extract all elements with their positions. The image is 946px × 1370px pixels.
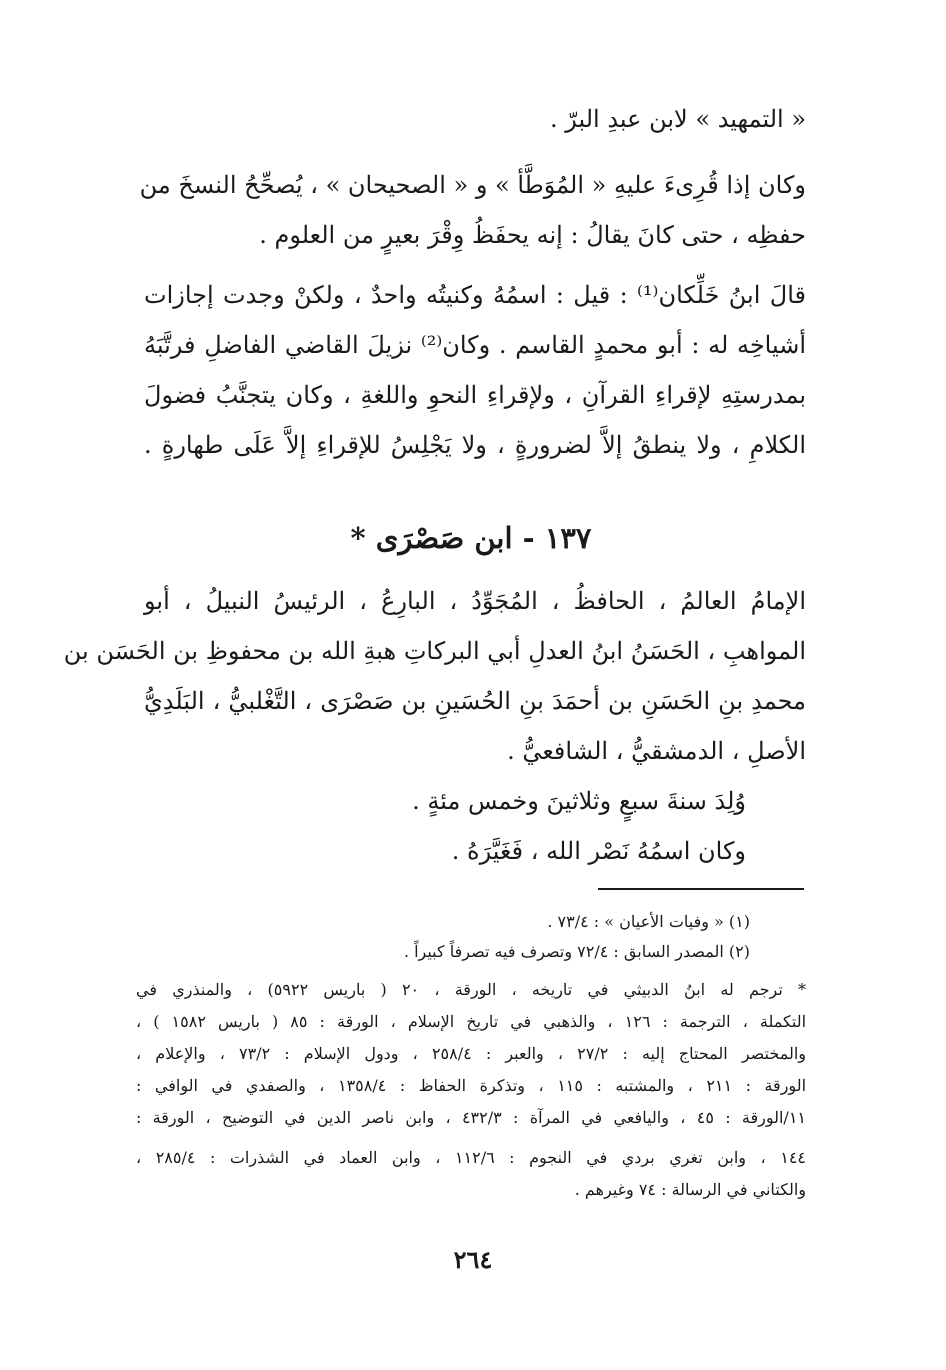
entry-line-6: وكان اسمُهُ نَصْر الله ، فَغَيَّرَهُ . [451, 837, 746, 865]
entry-heading: ١٣٧ - ابن صَصْرَى * [350, 521, 592, 555]
footnote-1: (١) « وفيات الأعيان » : ٧٣/٤ . [547, 912, 750, 931]
footnote-3-line-4: الورقة : ٢١١ ، والمشتبه : ١١٥ ، وتذكرة الحفاظ : ١٣٥٨/٤ ، والصفدي في الوافي : [136, 1076, 807, 1095]
entry-line-2: المواهبِ ، الحَسَنُ ابنُ العدلِ أبي البركاتِ هبةِ الله بن محفوظِ بن الحَسَن بن [63, 637, 806, 665]
footnote-3-line-7: والكتاني في الرسالة : ٧٤ وغيرهم . [574, 1180, 806, 1199]
entry-line-1: الإمامُ العالمُ ، الحافظُ ، المُجَوِّدُ ، البارِعُ ، الرئيسُ النبيلُ ، أبو [144, 587, 806, 615]
body-line-6: بمدرستِهِ لإقراءِ القرآنِ ، ولإقراءِ النحوِ واللغةِ ، وكان يتجنَّبُ فضولَ [144, 381, 806, 409]
body-line-3: حفظِه ، حتى كانَ يقالُ : إنه يحفَظُ وِقْرَ بعيرٍ من العلوم . [259, 221, 806, 249]
footnote-3-line-1: * ترجم له ابنُ الدبيثي في تاريخه ، الورقة ، ٢٠ ( باريس ٥٩٢٢) ، والمنذري في [136, 980, 807, 999]
footnote-3-line-2: التكملة ، الترجمة : ١٢٦ ، والذهبي في تاريخ الإسلام ، الورقة : ٨٥ ( باريس ١٥٨٢ ) ، [136, 1012, 807, 1031]
body-line-5: أشياخِه له : أبو محمدٍ القاسم . وكان⁽²⁾ نزيلَ القاضي الفاضلِ فرتَّبَهُ [144, 331, 806, 359]
body-line-1: « التمهيد » لابن عبدِ البرّ . [549, 105, 806, 133]
entry-line-3: محمدِ بنِ الحَسَنِ بن أحمَدَ بنِ الحُسَينِ بن صَصْرَى ، التَّغْلبيُّ ، البَلَدِيُّ [144, 687, 806, 715]
footnote-3-line-6: ١٤٤ ، وابن تغري بردي في النجوم : ١١٢/٦ ، وابن العماد في الشذرات : ٢٨٥/٤ ، [136, 1148, 806, 1167]
footnote-separator [598, 888, 804, 890]
footnote-2: (٢) المصدر السابق : ٧٢/٤ وتصرف فيه تصرفاً كبيراً . [403, 942, 750, 961]
footnote-3-line-3: والمختصر المحتاج إليه : ٢٧/٢ ، والعبر : ٢٥٨/٤ ، ودول الإسلام : ٧٣/٢ ، والإعلام ، [136, 1044, 806, 1063]
footnote-3-line-5: ١١/الورقة : ٤٥ ، واليافعي في المرآة : ٤٣٢/٣ ، وابن ناصر الدين في التوضيح ، الورقة : [136, 1108, 807, 1127]
body-line-2: وكان إذا قُرِىءَ عليهِ « المُوَطَّأ » و « الصحيحان » ، يُصحِّحُ النسخَ من [139, 171, 806, 199]
page-number: ٢٦٤ [453, 1245, 493, 1274]
entry-line-5: وُلِدَ سنةَ سبعٍ وثلاثينَ وخمس مئةٍ . [412, 787, 746, 815]
entry-line-4: الأصلِ ، الدمشقيُّ ، الشافعيُّ . [507, 737, 806, 765]
body-line-4: قالَ ابنُ خَلِّكان⁽¹⁾ : قيل : اسمُهُ وكنيتُه واحدٌ ، ولكنْ وجدت إجازات [144, 281, 806, 309]
body-line-7: الكلامِ ، ولا ينطقُ إلاَّ لضرورةٍ ، ولا يَجْلِسُ للإقراءِ إلاَّ عَلَى طهارةٍ . [144, 431, 806, 459]
